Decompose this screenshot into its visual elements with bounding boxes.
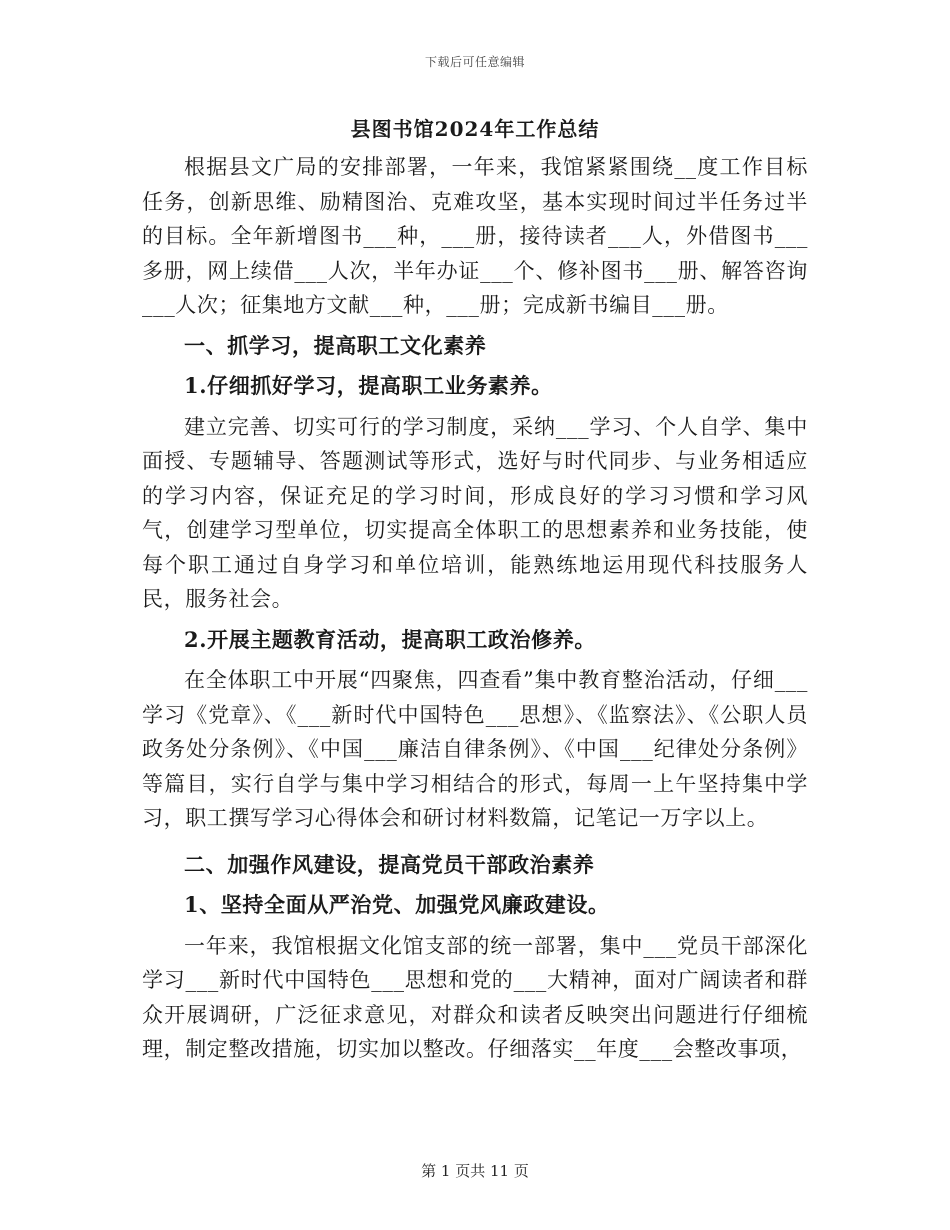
section-2-subheading-1: 1、坚持全面从严治党、加强党风廉政建设。	[184, 892, 610, 917]
section-1-subheading-2: 2.开展主题教育活动，提高职工政治修养。	[184, 626, 596, 652]
section-1-heading: 一、抓学习，提高职工文化素养	[184, 332, 487, 358]
document-title: 县图书馆2024年工作总结	[350, 117, 600, 141]
section-1-paragraph-2: 在全体职工中开展“四聚焦，四查看”集中教育整治活动，仔细___学习《党章》、《___新时代中国特色___思想》、《监察法》、《公职人员政务处分条例》、《中国___廉洁自律条例》、《中国___纪律处分条例》等篇目，实行自学与集中学习相结合的形式，每周一上午坚持集中学习，职工撰写学习心得体会和研讨材料数篇，记笔记一万字以上。	[142, 668, 808, 830]
section-1-paragraph-1: 建立完善、切实可行的学习制度，采纳___学习、个人自学、集中面授、专题辅导、答题测试等形式，选好与时代同步、与业务相适应的学习内容，保证充足的学习时间，形成良好的学习习惯和学习风气，创建学习型单位，切实提高全体职工的思想素养和业务技能，使每个职工通过自身学习和单位培训，能熟练地运用现代科技服务人民，服务社会。	[142, 414, 808, 611]
document-body	[142, 150, 808, 1067]
section-2-heading: 二、加强作风建设，提高党员干部政治素养	[184, 851, 595, 877]
page-header: 下载后可任意编辑	[424, 55, 525, 69]
section-2-paragraph-1: 一年来，我馆根据文化馆支部的统一部署，集中___党员干部深化学习___新时代中国特色___思想和党的___大精神，面对广阔读者和群众开展调研，广泛征求意见，对群众和读者反映突出问题进行仔细梳理，制定整改措施，切实加以整改。仔细落实__年度___会整改事项，	[142, 933, 808, 1061]
page-number: 第 1 页共 11 页	[421, 1162, 529, 1180]
intro-paragraph: 根据县文广局的安排部署，一年来，我馆紧紧围绕__度工作目标任务，创新思维、励精图治、克难攻坚，基本实现时间过半任务过半的目标。全年新增图书___种，___册，接待读者___人，外借图书___多册，网上续借___人次，半年办证___个、修补图书___册、解答咨询___人次；征集地方文献___种，___册；完成新书编目___册。	[142, 155, 808, 317]
section-1-subheading-1: 1.仔细抓好学习，提高职工业务素养。	[184, 373, 553, 398]
